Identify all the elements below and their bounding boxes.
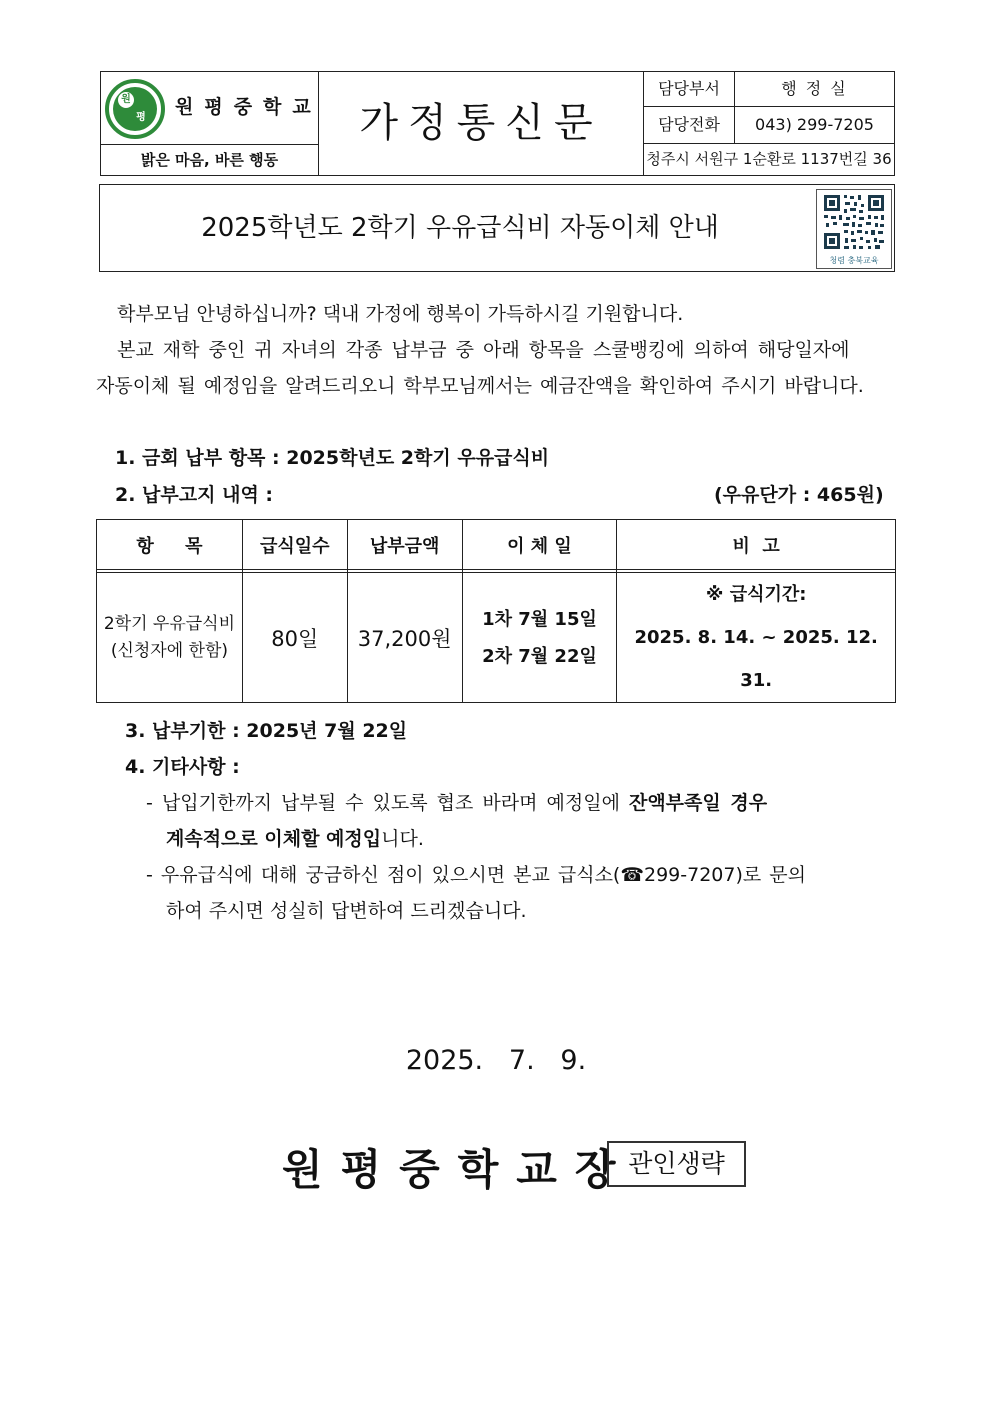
- other-bullet-1-emphasis-2: 계속적으로 이체할 예정입: [166, 828, 382, 850]
- intro-line-1: 학부모님 안녕하십니까? 댁내 가정에 행복이 가득하시길 기원합니다.: [117, 303, 684, 325]
- school-address: 청주시 서원구 1순환로 1137번길 36: [646, 150, 892, 168]
- table-row: [97, 573, 896, 703]
- qr-caption: 청렴 충북교육: [829, 256, 879, 265]
- school-emblem-icon: [105, 79, 165, 139]
- col-header-amount: 납부금액: [347, 520, 462, 570]
- other-bullet-1-end: 니다.: [381, 828, 424, 850]
- other-title: 4. 기타사항 :: [125, 756, 240, 778]
- col-header-transfer-date: 이 체 일: [462, 520, 617, 570]
- col-header-item: 항 목: [97, 520, 243, 570]
- school-name: 원평중학교: [175, 96, 322, 118]
- item-2: 2. 납부고지 내역 :: [115, 484, 274, 506]
- table-header-row: [97, 520, 896, 570]
- unit-price: (우유단가 : 465원): [714, 484, 884, 506]
- cell-days: 80일: [242, 573, 347, 703]
- official-seal-omitted: 관인생략: [607, 1141, 746, 1187]
- issue-date: 2025. 7. 9.: [405, 1045, 587, 1076]
- cell-item-line2: (신청자에 한함): [110, 640, 229, 661]
- note-line1: ※ 급식기간:: [705, 584, 807, 605]
- other-bullet-2-cont: 하여 주시면 성실히 답변하여 드리겠습니다.: [166, 900, 527, 922]
- cell-transfer-dates: [462, 573, 617, 703]
- emblem-glyph-top: 원: [118, 92, 134, 108]
- principal-signature: 원평중학교장: [282, 1145, 634, 1194]
- phone-value: 043) 299-7205: [755, 115, 874, 134]
- intro-line-3: 자동이체 될 예정임을 알려드리오니 학부모님께서는 예금잔액을 확인하여 주시기 바랍니다.: [96, 375, 864, 397]
- other-bullet-1: [146, 788, 767, 815]
- item-1: 1. 금회 납부 항목 : 2025학년도 2학기 우유급식비: [115, 447, 550, 469]
- dept-value: 행 정 실: [781, 79, 848, 98]
- subject-box: [99, 184, 895, 272]
- payment-deadline: 3. 납부기한 : 2025년 7월 22일: [125, 720, 408, 742]
- other-bullet-1-cont: [166, 824, 424, 851]
- subject-title: 2025학년도 2학기 우유급식비 자동이체 안내: [201, 213, 719, 243]
- transfer-date-2: 2차 7월 22일: [482, 645, 597, 667]
- cell-item: [97, 573, 243, 703]
- col-header-note: 비 고: [617, 520, 896, 570]
- emblem-glyph-bottom: 평: [133, 110, 149, 126]
- cell-note: [617, 573, 896, 703]
- payment-table: [96, 519, 896, 703]
- school-motto: 밝은 마음, 바른 행동: [140, 151, 279, 169]
- document-title: 가정통신문: [359, 100, 603, 146]
- intro-line-2: 본교 재학 중인 귀 자녀의 각종 납부금 중 아래 항목을 스쿨뱅킹에 의하여 해당일자에: [117, 339, 850, 361]
- col-header-days: 급식일수: [242, 520, 347, 570]
- header-table: [100, 71, 895, 176]
- note-line2: 2025. 8. 14. ~ 2025. 12. 31.: [634, 627, 878, 691]
- other-bullet-1-text: - 납입기한까지 납부될 수 있도록 협조 바라며 예정일에: [146, 792, 629, 814]
- cell-item-line1: 2학기 우유급식비: [103, 613, 236, 634]
- phone-label: 담당전화: [658, 115, 720, 134]
- transfer-date-1: 1차 7월 15일: [482, 608, 597, 630]
- cell-amount: 37,200원: [347, 573, 462, 703]
- other-bullet-1-emphasis: 잔액부족일 경우: [628, 792, 768, 814]
- qr-code-icon: [816, 189, 892, 269]
- other-bullet-2: - 우유급식에 대해 궁금하신 점이 있으시면 본교 급식소(☎299-7207)로 문의: [146, 864, 806, 886]
- dept-label: 담당부서: [658, 79, 720, 98]
- school-logo-cell: [101, 72, 322, 145]
